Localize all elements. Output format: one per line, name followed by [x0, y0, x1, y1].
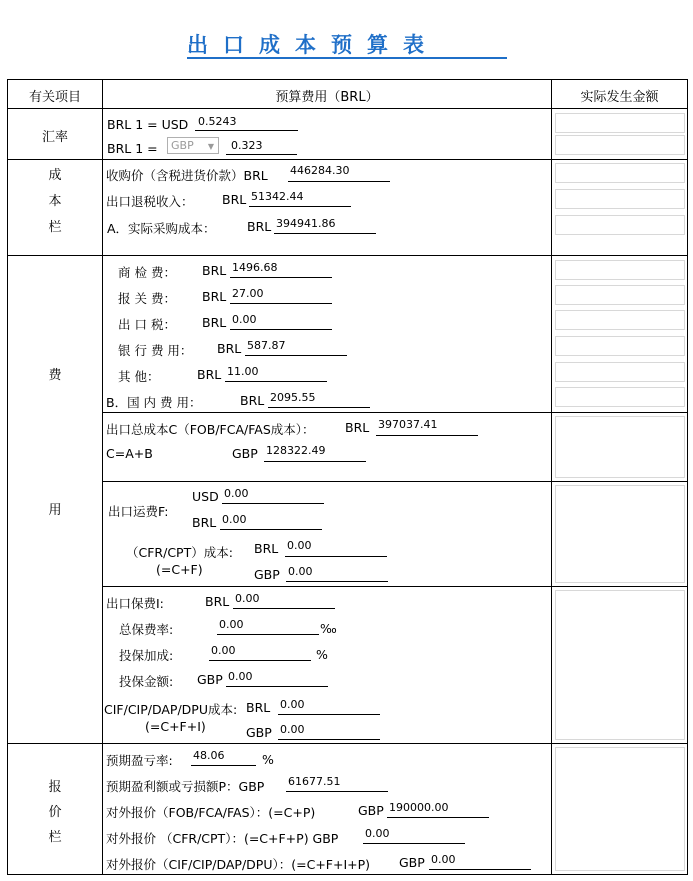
cif-gbp-field[interactable]: 0.00 — [280, 723, 305, 736]
profit-field[interactable]: 61677.51 — [288, 775, 341, 788]
freight-usd-field[interactable]: 0.00 — [224, 487, 249, 500]
cfr-cost-formula: (=C+F) — [156, 562, 203, 577]
other-fee-underline — [225, 381, 327, 382]
cfr-quote-underline — [363, 843, 465, 844]
rate-gbp-field[interactable]: 0.323 — [231, 139, 263, 152]
header-item: 有关项目 — [28, 90, 81, 105]
actual-cost-field[interactable]: 394941.86 — [276, 217, 336, 230]
section-fee-1: 费 — [48, 368, 62, 383]
insured-amount-currency: GBP — [197, 672, 223, 687]
freight-brl-currency: BRL — [192, 515, 217, 530]
actual-other-cell[interactable] — [555, 362, 685, 382]
other-fee-field[interactable]: 11.00 — [227, 365, 259, 378]
total-cost-brl-field[interactable]: 397037.41 — [378, 418, 438, 431]
insured-amount-field[interactable]: 0.00 — [228, 670, 253, 683]
margin-label: 预期盈亏率: — [106, 753, 173, 768]
actual-total-cell[interactable] — [555, 416, 685, 478]
fob-quote-label: 对外报价（FOB/FCA/FAS）：(=C+P) — [106, 805, 316, 820]
other-fee-currency: BRL — [197, 367, 222, 382]
cif-brl-field[interactable]: 0.00 — [280, 698, 305, 711]
refund-field[interactable]: 51342.44 — [251, 190, 304, 203]
margin-underline — [191, 765, 256, 766]
table-row-divider — [102, 481, 688, 482]
freight-brl-field[interactable]: 0.00 — [222, 513, 247, 526]
insured-amount-underline — [226, 686, 328, 687]
cfr-quote-label: 对外报价 （CFR/CPT）：(=C+F+P) GBP — [106, 831, 339, 846]
purchase-label: 收购价（含税进货价款）BRL — [106, 168, 268, 183]
markup-label: 投保加成: — [119, 648, 174, 663]
refund-label: 出口退税收入： — [106, 194, 194, 209]
actual-quote-cell[interactable] — [555, 747, 685, 871]
table-col-divider — [551, 79, 552, 875]
purchase-field[interactable]: 446284.30 — [290, 164, 350, 177]
cfr-brl-underline — [285, 556, 387, 557]
actual-insurance-cell[interactable] — [555, 590, 685, 740]
bank-fee-label: 银 行 费 用： — [118, 343, 193, 358]
cif-quote-underline — [429, 869, 531, 870]
cif-gbp-underline — [278, 739, 380, 740]
header-budget: 预算费用（BRL） — [275, 90, 379, 105]
purchase-underline — [288, 181, 390, 182]
total-cost-gbp-field[interactable]: 128322.49 — [266, 444, 326, 457]
table-row-divider — [7, 743, 688, 744]
customs-field[interactable]: 27.00 — [232, 287, 264, 300]
section-cost-3: 栏 — [48, 220, 62, 235]
domestic-fee-currency: BRL — [240, 393, 265, 408]
total-cost-label: 出口总成本C（FOB/FCA/FAS成本）： — [106, 422, 315, 437]
rate-usd-underline — [195, 130, 298, 131]
freight-brl-underline — [220, 529, 322, 530]
cif-quote-field[interactable]: 0.00 — [431, 853, 456, 866]
actual-purchase-cell[interactable] — [555, 163, 685, 183]
actual-cost-currency: BRL — [247, 219, 272, 234]
total-cost-brl-currency: BRL — [345, 420, 370, 435]
table-row-divider — [102, 586, 688, 587]
export-tax-field[interactable]: 0.00 — [232, 313, 257, 326]
cfr-brl-field[interactable]: 0.00 — [287, 539, 312, 552]
section-quote-2: 价 — [48, 805, 62, 820]
customs-underline — [230, 303, 332, 304]
bank-fee-field[interactable]: 587.87 — [247, 339, 286, 352]
export-tax-underline — [230, 329, 332, 330]
table-col-divider — [102, 79, 103, 875]
cif-brl-currency: BRL — [246, 700, 271, 715]
cfr-cost-label: （CFR/CPT）成本: — [126, 545, 233, 560]
premium-rate-field[interactable]: 0.00 — [219, 618, 244, 631]
rate-usd-field[interactable]: 0.5243 — [198, 115, 237, 128]
cfr-gbp-currency: GBP — [254, 567, 280, 582]
section-rate: 汇率 — [41, 130, 68, 145]
rate-gbp-label: BRL 1 = — [107, 141, 158, 156]
bank-fee-underline — [245, 355, 347, 356]
cfr-quote-field[interactable]: 0.00 — [365, 827, 390, 840]
other-fee-label: 其 他： — [118, 369, 160, 384]
inspect-field[interactable]: 1496.68 — [232, 261, 278, 274]
customs-currency: BRL — [202, 289, 227, 304]
actual-rate-cell[interactable] — [555, 113, 685, 133]
actual-refund-cell[interactable] — [555, 189, 685, 209]
cif-cost-label: CIF/CIP/DAP/DPU成本: — [104, 702, 238, 717]
bank-fee-currency: BRL — [217, 341, 242, 356]
insurance-brl-currency: BRL — [205, 594, 230, 609]
premium-rate-unit: ‰ — [320, 621, 337, 636]
cfr-gbp-field[interactable]: 0.00 — [288, 565, 313, 578]
premium-rate-label: 总保费率: — [119, 622, 174, 637]
inspect-currency: BRL — [202, 263, 227, 278]
fob-quote-currency: GBP — [358, 803, 384, 818]
table-border-right — [687, 79, 688, 875]
cfr-brl-currency: BRL — [254, 541, 279, 556]
cif-cost-formula: (=C+F+I) — [145, 719, 206, 734]
fob-quote-underline — [387, 817, 489, 818]
table-row-divider — [7, 255, 688, 256]
domestic-fee-underline — [268, 407, 370, 408]
inspect-underline — [230, 277, 332, 278]
customs-label: 报 关 费： — [118, 291, 176, 306]
table-row-divider — [102, 412, 688, 413]
cfr-gbp-underline — [286, 581, 388, 582]
actual-cost-label: A．实际采购成本： — [107, 221, 216, 236]
rate-usd-label: BRL 1 = USD — [107, 117, 189, 132]
markup-underline — [209, 660, 311, 661]
table-border-bottom — [7, 874, 688, 875]
total-cost-gbp-currency: GBP — [232, 446, 258, 461]
section-fee-2: 用 — [48, 503, 62, 518]
export-tax-currency: BRL — [202, 315, 227, 330]
rate-gbp-underline — [226, 154, 297, 155]
cif-brl-underline — [278, 714, 380, 715]
insured-amount-label: 投保金额: — [119, 674, 174, 689]
actual-domestic-cell[interactable] — [555, 387, 685, 407]
markup-field[interactable]: 0.00 — [211, 644, 236, 657]
cif-quote-label: 对外报价（CIF/CIP/DAP/DPU）：(=C+F+I+P) — [106, 857, 371, 872]
actual-freight-cell[interactable] — [555, 485, 685, 583]
domestic-fee-field[interactable]: 2095.55 — [270, 391, 316, 404]
currency-select[interactable] — [167, 137, 219, 154]
actual-customs-cell[interactable] — [555, 285, 685, 305]
total-cost-formula: C=A+B — [106, 446, 153, 461]
actual-tax-cell[interactable] — [555, 310, 685, 330]
insurance-brl-underline — [233, 608, 335, 609]
domestic-fee-label: B．国 内 费 用： — [106, 395, 202, 410]
page-title: 出口成本预算表 — [187, 33, 507, 59]
cif-quote-currency: GBP — [399, 855, 425, 870]
margin-unit: % — [262, 752, 274, 767]
export-tax-label: 出 口 税： — [118, 317, 176, 332]
profit-label: 预期盈利额或亏损额P：GBP — [106, 779, 265, 794]
total-cost-brl-underline — [376, 435, 478, 436]
actual-cost-underline — [274, 233, 376, 234]
freight-usd-currency: USD — [192, 489, 219, 504]
section-quote-1: 报 — [48, 780, 62, 795]
chevron-down-icon: ▼ — [207, 142, 214, 151]
section-cost-2: 本 — [48, 194, 62, 209]
inspect-label: 商 检 费： — [118, 265, 176, 280]
actual-inspect-cell[interactable] — [555, 260, 685, 280]
table-row-divider — [7, 108, 688, 109]
table-row-divider — [7, 159, 688, 160]
profit-underline — [286, 791, 388, 792]
fob-quote-field[interactable]: 190000.00 — [389, 801, 449, 814]
section-quote-3: 栏 — [48, 830, 62, 845]
actual-rate-cell[interactable] — [555, 135, 685, 155]
cif-gbp-currency: GBP — [246, 725, 272, 740]
table-border-top — [7, 79, 688, 80]
markup-unit: % — [316, 647, 328, 662]
freight-label: 出口运费F: — [108, 504, 169, 519]
actual-bank-cell[interactable] — [555, 336, 685, 356]
insurance-brl-field[interactable]: 0.00 — [235, 592, 260, 605]
header-actual: 实际发生金额 — [580, 90, 659, 105]
premium-rate-underline — [217, 634, 319, 635]
refund-currency: BRL — [222, 192, 247, 207]
section-cost-1: 成 — [48, 168, 62, 183]
refund-underline — [249, 206, 351, 207]
insurance-label: 出口保费I: — [106, 596, 164, 611]
total-cost-gbp-underline — [264, 461, 366, 462]
actual-cost-cell[interactable] — [555, 215, 685, 235]
margin-field[interactable]: 48.06 — [193, 749, 225, 762]
currency-select-value: GBP — [171, 139, 194, 152]
freight-usd-underline — [222, 503, 324, 504]
